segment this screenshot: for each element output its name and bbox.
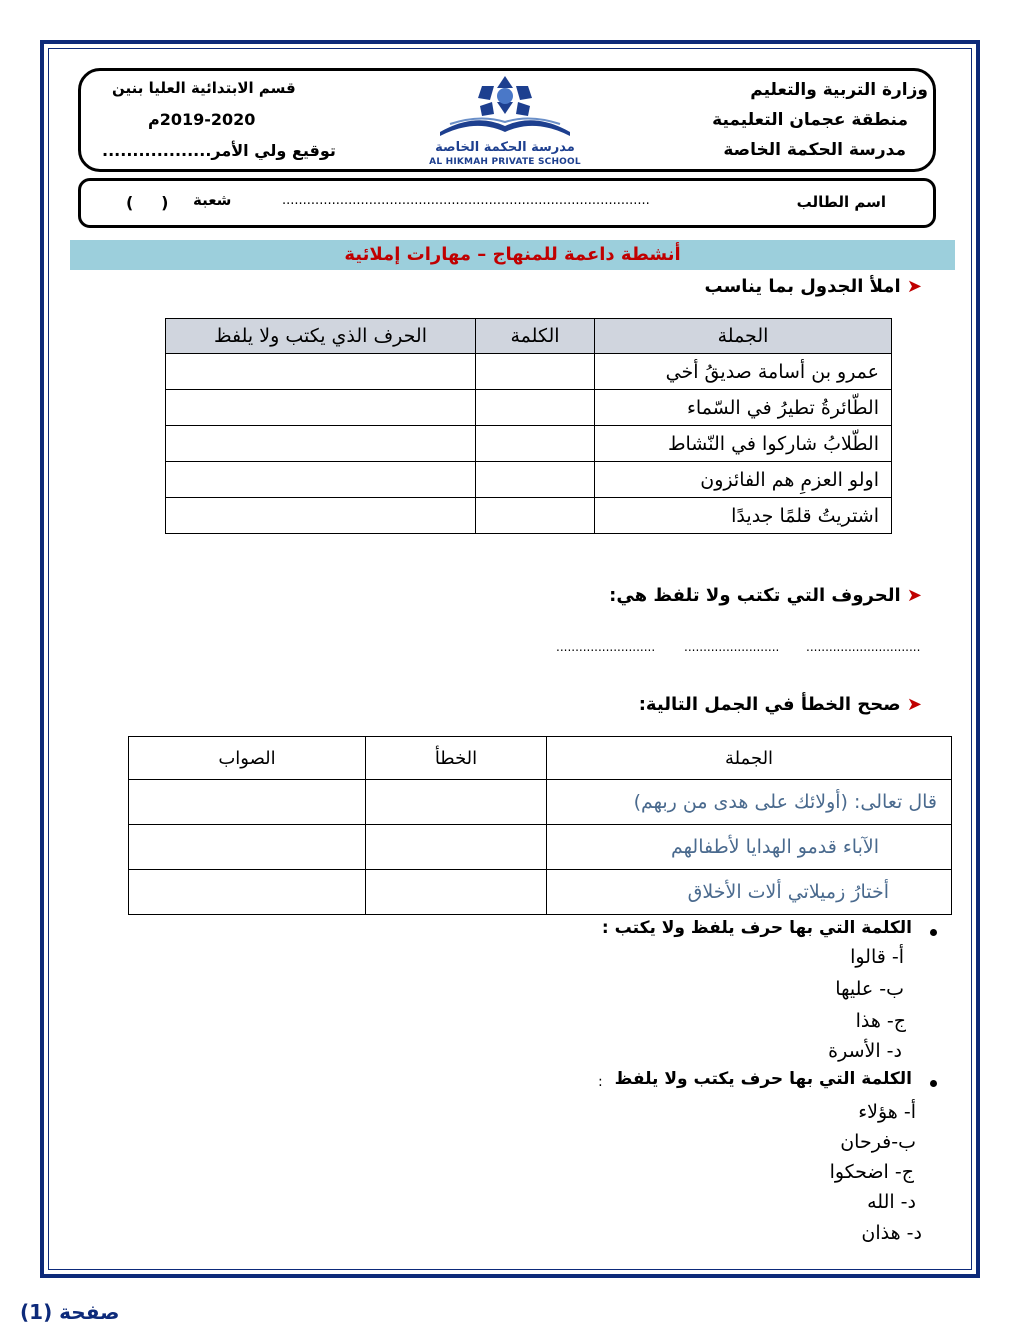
col-error: الخطأ: [366, 737, 547, 780]
page-number: صفحة (1): [20, 1300, 120, 1324]
guardian-signature: توقيع ولي الأمر..................: [102, 141, 336, 160]
region-label: منطقة عجمان التعليمية: [712, 110, 908, 130]
fill-table: [165, 318, 892, 534]
answer-blank-3[interactable]: ..........................: [556, 640, 656, 654]
sentence-cell: اشتريتُ قلمًا جديدًا: [595, 498, 892, 534]
sentence-cell: عمرو بن أسامة صديقُ أخي: [595, 354, 892, 390]
word-cell[interactable]: [476, 426, 595, 462]
question-1-title: [705, 276, 922, 297]
bullet-icon: [930, 1080, 937, 1087]
arrow-icon: ➤: [906, 276, 922, 297]
word-cell[interactable]: [476, 354, 595, 390]
table-row: [166, 462, 892, 498]
mc2-title: الكلمة التي بها حرف يكتب ولا يلفظ: [614, 1069, 912, 1089]
mc2-option-a[interactable]: أ- هؤلاء: [858, 1101, 916, 1123]
mc2-colon: :: [598, 1074, 603, 1090]
col-correct: الصواب: [129, 737, 366, 780]
mc1-option-c[interactable]: ج- هذا: [855, 1010, 906, 1032]
correct-cell[interactable]: [129, 825, 366, 870]
year-label: 2019-2020م: [148, 110, 256, 129]
sentence-cell: الطّائرةُ تطيرُ في السّماء: [595, 390, 892, 426]
table-row: [129, 780, 952, 825]
error-cell[interactable]: [366, 780, 547, 825]
mc2-option-b[interactable]: ب-فرحان: [840, 1131, 916, 1153]
col-sentence: الجملة: [547, 737, 952, 780]
sentence-cell: أختارُ زميلاتي ألات الأخلاق: [547, 870, 952, 915]
word-cell[interactable]: [476, 462, 595, 498]
error-cell[interactable]: [366, 870, 547, 915]
letter-cell[interactable]: [166, 354, 476, 390]
correct-cell[interactable]: [129, 870, 366, 915]
col-word: الكلمة: [476, 319, 595, 354]
table-row: [166, 354, 892, 390]
letter-cell[interactable]: [166, 426, 476, 462]
section-field[interactable]: ( ): [126, 193, 169, 212]
question-1-text: املأ الجدول بما يناسب: [704, 276, 901, 297]
arrow-icon: ➤: [906, 694, 922, 715]
school-logo: [420, 74, 590, 170]
table-row: [166, 498, 892, 534]
letter-cell[interactable]: [166, 462, 476, 498]
letter-cell[interactable]: [166, 498, 476, 534]
table-row: [129, 870, 952, 915]
table-row: [166, 426, 892, 462]
bullet-icon: [930, 929, 937, 936]
sentence-cell: اولو العزمِ هم الفائزون: [595, 462, 892, 498]
table-row: [129, 825, 952, 870]
word-cell[interactable]: [476, 498, 595, 534]
student-name-label: اسم الطالب: [796, 193, 886, 211]
question-2-title: [609, 585, 922, 606]
department-label: قسم الابتدائية العليا بنين: [112, 79, 296, 97]
error-cell[interactable]: [366, 825, 547, 870]
table-row: [166, 390, 892, 426]
mc1-title: الكلمة التي بها حرف يلفظ ولا يكتب :: [601, 918, 912, 938]
mc2-option-c[interactable]: ج- اضحكوا: [829, 1161, 914, 1183]
activity-banner: [70, 240, 955, 270]
student-name-field[interactable]: .........................................................................................: [282, 193, 650, 208]
correct-cell[interactable]: [129, 780, 366, 825]
correction-table: [128, 736, 952, 915]
answer-blank-1[interactable]: ..............................: [806, 640, 921, 654]
letter-cell[interactable]: [166, 390, 476, 426]
mc1-option-d[interactable]: د- الأسرة: [828, 1040, 902, 1062]
question-2-text: الحروف التي تكتب ولا تلفظ هي:: [609, 585, 901, 606]
sentence-cell: الطّلابُ شاركوا في النّشاط: [595, 426, 892, 462]
logo-english-name: AL HIKMAH PRIVATE SCHOOL: [429, 157, 581, 167]
ministry-label: وزارة التربية والتعليم: [750, 80, 928, 100]
mc1-option-a[interactable]: أ- قالوا: [850, 946, 904, 968]
mc1-option-b[interactable]: ب- عليها: [835, 978, 904, 1000]
mc2-option-e[interactable]: د- هذان: [861, 1222, 922, 1244]
logo-emblem-icon: [420, 74, 590, 144]
school-label: مدرسة الحكمة الخاصة: [723, 140, 906, 160]
sentence-cell: الآباء قدمو الهدايا لأطفالهم: [547, 825, 952, 870]
col-letter: الحرف الذي يكتب ولا يلفظ: [166, 319, 476, 354]
arrow-icon: ➤: [906, 585, 922, 606]
question-3-title: [639, 694, 922, 715]
section-label: شعبة: [193, 191, 232, 209]
col-sentence: الجملة: [595, 319, 892, 354]
mc2-option-d[interactable]: د- الله: [867, 1191, 916, 1213]
question-3-text: صحح الخطأ في الجمل التالية:: [638, 694, 901, 715]
answer-blank-2[interactable]: .........................: [684, 640, 780, 654]
word-cell[interactable]: [476, 390, 595, 426]
logo-arabic-name: مدرسة الحكمة الخاصة: [435, 140, 575, 155]
sentence-cell: قال تعالى: (أولائك على هدى من ربهم): [547, 780, 952, 825]
banner-title: أنشطة داعمة للمنهاج – مهارات إملائية: [344, 244, 681, 265]
